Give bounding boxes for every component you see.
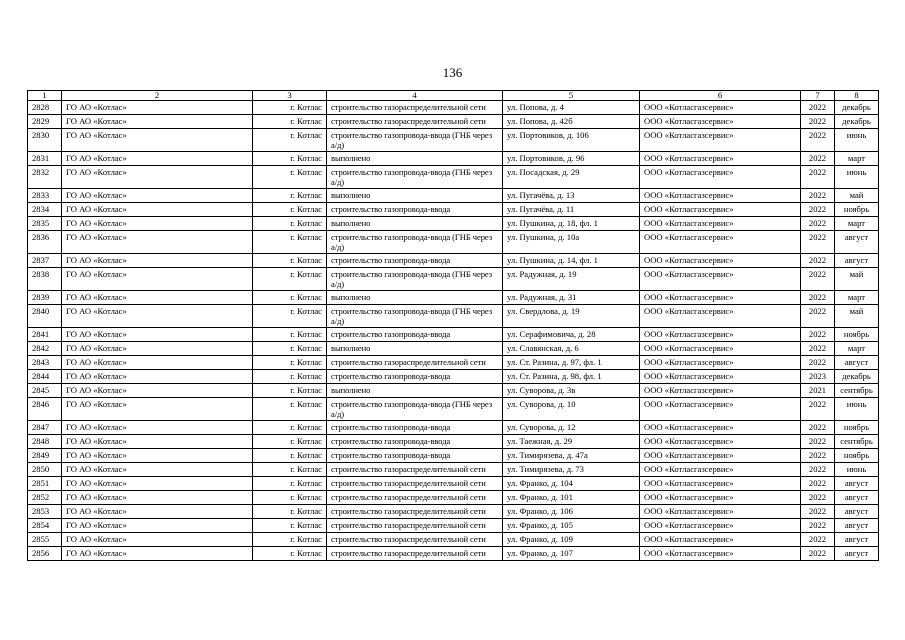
address-cell: ул. Портовиков, д. 96 bbox=[503, 152, 640, 166]
month-cell: сентябрь bbox=[835, 435, 879, 449]
year-cell: 2022 bbox=[801, 505, 835, 519]
city-cell: г. Котлас bbox=[253, 491, 327, 505]
month-cell: декабрь bbox=[835, 101, 879, 115]
row-number-cell: 2855 bbox=[28, 533, 62, 547]
row-number-cell: 2849 bbox=[28, 449, 62, 463]
organization-cell: ГО АО «Котлас» bbox=[62, 477, 253, 491]
city-cell: г. Котлас bbox=[253, 254, 327, 268]
address-cell: ул. Ст. Разина, д. 98, фл. 1 bbox=[503, 370, 640, 384]
address-cell: ул. Ст. Разина, д. 97, фл. 1 bbox=[503, 356, 640, 370]
address-cell: ул. Суворова, д. 10 bbox=[503, 398, 640, 421]
work-type-cell: строительство газопровода-ввода (ГНБ через а/д) bbox=[327, 231, 503, 254]
month-cell: ноябрь bbox=[835, 421, 879, 435]
month-cell: июнь bbox=[835, 398, 879, 421]
contractor-cell: ООО «Котласгазсервис» bbox=[640, 519, 801, 533]
contractor-cell: ООО «Котласгазсервис» bbox=[640, 101, 801, 115]
table-row bbox=[28, 398, 879, 421]
month-cell: август bbox=[835, 356, 879, 370]
table-row bbox=[28, 533, 879, 547]
contractor-cell: ООО «Котласгазсервис» bbox=[640, 203, 801, 217]
address-cell: ул. Тимирязева, д. 73 bbox=[503, 463, 640, 477]
row-number-cell: 2831 bbox=[28, 152, 62, 166]
year-cell: 2022 bbox=[801, 189, 835, 203]
city-cell: г. Котлас bbox=[253, 533, 327, 547]
month-cell: июнь bbox=[835, 166, 879, 189]
organization-cell: ГО АО «Котлас» bbox=[62, 463, 253, 477]
address-cell: ул. Серафимовича, д. 28 bbox=[503, 328, 640, 342]
city-cell: г. Котлас bbox=[253, 463, 327, 477]
contractor-cell: ООО «Котласгазсервис» bbox=[640, 166, 801, 189]
organization-cell: ГО АО «Котлас» bbox=[62, 328, 253, 342]
month-cell: декабрь bbox=[835, 370, 879, 384]
work-type-cell: выполнено bbox=[327, 189, 503, 203]
work-type-cell: строительство газораспределительной сети bbox=[327, 519, 503, 533]
month-cell: сентябрь bbox=[835, 384, 879, 398]
address-cell: ул. Тимирязева, д. 47а bbox=[503, 449, 640, 463]
contractor-cell: ООО «Котласгазсервис» bbox=[640, 533, 801, 547]
work-type-cell: строительство газораспределительной сети bbox=[327, 356, 503, 370]
month-cell: август bbox=[835, 547, 879, 561]
work-type-cell: выполнено bbox=[327, 342, 503, 356]
work-type-cell: строительство газопровода-ввода bbox=[327, 449, 503, 463]
organization-cell: ГО АО «Котлас» bbox=[62, 342, 253, 356]
year-cell: 2022 bbox=[801, 356, 835, 370]
organization-cell: ГО АО «Котлас» bbox=[62, 254, 253, 268]
table-row bbox=[28, 421, 879, 435]
contractor-cell: ООО «Котласгазсервис» bbox=[640, 328, 801, 342]
organization-cell: ГО АО «Котлас» bbox=[62, 101, 253, 115]
city-cell: г. Котлас bbox=[253, 519, 327, 533]
row-number-cell: 2845 bbox=[28, 384, 62, 398]
address-cell: ул. Таежная, д. 29 bbox=[503, 435, 640, 449]
row-number-cell: 2847 bbox=[28, 421, 62, 435]
city-cell: г. Котлас bbox=[253, 547, 327, 561]
contractor-cell: ООО «Котласгазсервис» bbox=[640, 491, 801, 505]
organization-cell: ГО АО «Котлас» bbox=[62, 203, 253, 217]
row-number-cell: 2838 bbox=[28, 268, 62, 291]
address-cell: ул. Попова, д. 42б bbox=[503, 115, 640, 129]
contractor-cell: ООО «Котласгазсервис» bbox=[640, 384, 801, 398]
row-number-cell: 2830 bbox=[28, 129, 62, 152]
city-cell: г. Котлас bbox=[253, 189, 327, 203]
work-type-cell: строительство газораспределительной сети bbox=[327, 477, 503, 491]
city-cell: г. Котлас bbox=[253, 505, 327, 519]
address-cell: ул. Посадская, д. 29 bbox=[503, 166, 640, 189]
year-cell: 2022 bbox=[801, 231, 835, 254]
contractor-cell: ООО «Котласгазсервис» bbox=[640, 152, 801, 166]
month-cell: март bbox=[835, 217, 879, 231]
organization-cell: ГО АО «Котлас» bbox=[62, 115, 253, 129]
city-cell: г. Котлас bbox=[253, 370, 327, 384]
address-cell: ул. Франко, д. 101 bbox=[503, 491, 640, 505]
work-type-cell: строительство газораспределительной сети bbox=[327, 547, 503, 561]
row-number-cell: 2842 bbox=[28, 342, 62, 356]
table-row bbox=[28, 189, 879, 203]
organization-cell: ГО АО «Котлас» bbox=[62, 129, 253, 152]
contractor-cell: ООО «Котласгазсервис» bbox=[640, 189, 801, 203]
table-row bbox=[28, 115, 879, 129]
year-cell: 2022 bbox=[801, 305, 835, 328]
row-number-cell: 2851 bbox=[28, 477, 62, 491]
month-cell: март bbox=[835, 152, 879, 166]
organization-cell: ГО АО «Котлас» bbox=[62, 384, 253, 398]
contractor-cell: ООО «Котласгазсервис» bbox=[640, 370, 801, 384]
work-type-cell: строительство газопровода-ввода bbox=[327, 421, 503, 435]
work-type-cell: строительство газопровода-ввода (ГНБ через а/д) bbox=[327, 129, 503, 152]
organization-cell: ГО АО «Котлас» bbox=[62, 231, 253, 254]
row-number-cell: 2853 bbox=[28, 505, 62, 519]
organization-cell: ГО АО «Котлас» bbox=[62, 291, 253, 305]
table-row bbox=[28, 505, 879, 519]
organization-cell: ГО АО «Котлас» bbox=[62, 166, 253, 189]
month-cell: июнь bbox=[835, 463, 879, 477]
row-number-cell: 2833 bbox=[28, 189, 62, 203]
work-type-cell: строительство газопровода-ввода bbox=[327, 328, 503, 342]
year-cell: 2023 bbox=[801, 370, 835, 384]
address-cell: ул. Франко, д. 107 bbox=[503, 547, 640, 561]
city-cell: г. Котлас bbox=[253, 291, 327, 305]
year-cell: 2022 bbox=[801, 291, 835, 305]
year-cell: 2022 bbox=[801, 101, 835, 115]
row-number-cell: 2828 bbox=[28, 101, 62, 115]
year-cell: 2022 bbox=[801, 328, 835, 342]
address-cell: ул. Суворова, д. 3в bbox=[503, 384, 640, 398]
table-row bbox=[28, 101, 879, 115]
city-cell: г. Котлас bbox=[253, 384, 327, 398]
city-cell: г. Котлас bbox=[253, 231, 327, 254]
work-type-cell: строительство газопровода-ввода (ГНБ через а/д) bbox=[327, 398, 503, 421]
row-number-cell: 2852 bbox=[28, 491, 62, 505]
year-cell: 2022 bbox=[801, 203, 835, 217]
organization-cell: ГО АО «Котлас» bbox=[62, 435, 253, 449]
city-cell: г. Котлас bbox=[253, 217, 327, 231]
year-cell: 2022 bbox=[801, 152, 835, 166]
table-row bbox=[28, 519, 879, 533]
month-cell: ноябрь bbox=[835, 203, 879, 217]
row-number-cell: 2854 bbox=[28, 519, 62, 533]
work-type-cell: строительство газораспределительной сети bbox=[327, 115, 503, 129]
address-cell: ул. Радужная, д. 31 bbox=[503, 291, 640, 305]
address-cell: ул. Франко, д. 106 bbox=[503, 505, 640, 519]
table-row bbox=[28, 384, 879, 398]
organization-cell: ГО АО «Котлас» bbox=[62, 398, 253, 421]
month-cell: март bbox=[835, 291, 879, 305]
row-number-cell: 2843 bbox=[28, 356, 62, 370]
work-type-cell: выполнено bbox=[327, 152, 503, 166]
address-cell: ул. Суворова, д. 12 bbox=[503, 421, 640, 435]
table-row bbox=[28, 449, 879, 463]
column-number-row bbox=[28, 91, 879, 101]
work-type-cell: строительство газопровода-ввода bbox=[327, 435, 503, 449]
organization-cell: ГО АО «Котлас» bbox=[62, 519, 253, 533]
month-cell: май bbox=[835, 305, 879, 328]
table-row bbox=[28, 356, 879, 370]
city-cell: г. Котлас bbox=[253, 166, 327, 189]
organization-cell: ГО АО «Котлас» bbox=[62, 449, 253, 463]
year-cell: 2022 bbox=[801, 129, 835, 152]
page-number: 136 bbox=[442, 65, 463, 80]
work-type-cell: строительство газопровода-ввода (ГНБ через а/д) bbox=[327, 166, 503, 189]
table-row bbox=[28, 370, 879, 384]
row-number-cell: 2844 bbox=[28, 370, 62, 384]
city-cell: г. Котлас bbox=[253, 421, 327, 435]
organization-cell: ГО АО «Котлас» bbox=[62, 533, 253, 547]
work-type-cell: строительство газораспределительной сети bbox=[327, 505, 503, 519]
address-cell: ул. Радужная, д. 19 bbox=[503, 268, 640, 291]
month-cell: август bbox=[835, 505, 879, 519]
table-row bbox=[28, 129, 879, 152]
table-row bbox=[28, 342, 879, 356]
table-row bbox=[28, 268, 879, 291]
column-header: 7 bbox=[801, 91, 835, 101]
month-cell: ноябрь bbox=[835, 449, 879, 463]
city-cell: г. Котлас bbox=[253, 129, 327, 152]
contractor-cell: ООО «Котласгазсервис» bbox=[640, 291, 801, 305]
year-cell: 2022 bbox=[801, 254, 835, 268]
address-cell: ул. Франко, д. 104 bbox=[503, 477, 640, 491]
year-cell: 2022 bbox=[801, 435, 835, 449]
year-cell: 2022 bbox=[801, 166, 835, 189]
column-header: 2 bbox=[62, 91, 253, 101]
column-header: 8 bbox=[835, 91, 879, 101]
contractor-cell: ООО «Котласгазсервис» bbox=[640, 217, 801, 231]
organization-cell: ГО АО «Котлас» bbox=[62, 268, 253, 291]
row-number-cell: 2846 bbox=[28, 398, 62, 421]
work-type-cell: строительство газораспределительной сети bbox=[327, 463, 503, 477]
contractor-cell: ООО «Котласгазсервис» bbox=[640, 421, 801, 435]
contractor-cell: ООО «Котласгазсервис» bbox=[640, 435, 801, 449]
work-type-cell: выполнено bbox=[327, 291, 503, 305]
work-type-cell: выполнено bbox=[327, 217, 503, 231]
city-cell: г. Котлас bbox=[253, 477, 327, 491]
year-cell: 2022 bbox=[801, 421, 835, 435]
year-cell: 2022 bbox=[801, 268, 835, 291]
work-type-cell: выполнено bbox=[327, 384, 503, 398]
address-cell: ул. Свердлова, д. 19 bbox=[503, 305, 640, 328]
column-header: 4 bbox=[327, 91, 503, 101]
month-cell: май bbox=[835, 189, 879, 203]
contractor-cell: ООО «Котласгазсервис» bbox=[640, 463, 801, 477]
organization-cell: ГО АО «Котлас» bbox=[62, 547, 253, 561]
year-cell: 2022 bbox=[801, 547, 835, 561]
table-row bbox=[28, 463, 879, 477]
contractor-cell: ООО «Котласгазсервис» bbox=[640, 477, 801, 491]
row-number-cell: 2850 bbox=[28, 463, 62, 477]
address-cell: ул. Франко, д. 105 bbox=[503, 519, 640, 533]
year-cell: 2022 bbox=[801, 342, 835, 356]
organization-cell: ГО АО «Котлас» bbox=[62, 491, 253, 505]
row-number-cell: 2834 bbox=[28, 203, 62, 217]
contractor-cell: ООО «Котласгазсервис» bbox=[640, 268, 801, 291]
address-cell: ул. Пушкина, д. 10а bbox=[503, 231, 640, 254]
city-cell: г. Котлас bbox=[253, 342, 327, 356]
year-cell: 2022 bbox=[801, 491, 835, 505]
contractor-cell: ООО «Котласгазсервис» bbox=[640, 305, 801, 328]
work-type-cell: строительство газораспределительной сети bbox=[327, 533, 503, 547]
month-cell: август bbox=[835, 254, 879, 268]
organization-cell: ГО АО «Котлас» bbox=[62, 505, 253, 519]
month-cell: ноябрь bbox=[835, 328, 879, 342]
city-cell: г. Котлас bbox=[253, 328, 327, 342]
address-cell: ул. Портовиков, д. 106 bbox=[503, 129, 640, 152]
row-number-cell: 2856 bbox=[28, 547, 62, 561]
organization-cell: ГО АО «Котлас» bbox=[62, 189, 253, 203]
table-row bbox=[28, 547, 879, 561]
year-cell: 2021 bbox=[801, 384, 835, 398]
year-cell: 2022 bbox=[801, 217, 835, 231]
work-type-cell: строительство газопровода-ввода bbox=[327, 370, 503, 384]
contractor-cell: ООО «Котласгазсервис» bbox=[640, 129, 801, 152]
year-cell: 2022 bbox=[801, 398, 835, 421]
city-cell: г. Котлас bbox=[253, 449, 327, 463]
contractor-cell: ООО «Котласгазсервис» bbox=[640, 505, 801, 519]
month-cell: август bbox=[835, 491, 879, 505]
organization-cell: ГО АО «Котлас» bbox=[62, 370, 253, 384]
address-cell: ул. Попова, д. 4 bbox=[503, 101, 640, 115]
city-cell: г. Котлас bbox=[253, 115, 327, 129]
organization-cell: ГО АО «Котлас» bbox=[62, 217, 253, 231]
city-cell: г. Котлас bbox=[253, 435, 327, 449]
table-row bbox=[28, 305, 879, 328]
year-cell: 2022 bbox=[801, 519, 835, 533]
city-cell: г. Котлас bbox=[253, 356, 327, 370]
contractor-cell: ООО «Котласгазсервис» bbox=[640, 254, 801, 268]
work-type-cell: строительство газораспределительной сети bbox=[327, 101, 503, 115]
address-cell: ул. Пушкина, д. 18, фл. 1 bbox=[503, 217, 640, 231]
month-cell: май bbox=[835, 268, 879, 291]
table-row bbox=[28, 166, 879, 189]
organization-cell: ГО АО «Котлас» bbox=[62, 152, 253, 166]
address-cell: ул. Славянская, д. 6 bbox=[503, 342, 640, 356]
month-cell: июнь bbox=[835, 129, 879, 152]
address-cell: ул. Пушкина, д. 14, фл. 1 bbox=[503, 254, 640, 268]
contractor-cell: ООО «Котласгазсервис» bbox=[640, 398, 801, 421]
table-row bbox=[28, 291, 879, 305]
year-cell: 2022 bbox=[801, 477, 835, 491]
table-row bbox=[28, 152, 879, 166]
month-cell: август bbox=[835, 477, 879, 491]
contractor-cell: ООО «Котласгазсервис» bbox=[640, 115, 801, 129]
city-cell: г. Котлас bbox=[253, 152, 327, 166]
year-cell: 2022 bbox=[801, 533, 835, 547]
city-cell: г. Котлас bbox=[253, 203, 327, 217]
row-number-cell: 2837 bbox=[28, 254, 62, 268]
contractor-cell: ООО «Котласгазсервис» bbox=[640, 547, 801, 561]
column-header: 1 bbox=[28, 91, 62, 101]
column-header: 3 bbox=[253, 91, 327, 101]
city-cell: г. Котлас bbox=[253, 268, 327, 291]
row-number-cell: 2840 bbox=[28, 305, 62, 328]
contractor-cell: ООО «Котласгазсервис» bbox=[640, 356, 801, 370]
work-type-cell: строительство газопровода-ввода (ГНБ через а/д) bbox=[327, 305, 503, 328]
city-cell: г. Котлас bbox=[253, 101, 327, 115]
row-number-cell: 2839 bbox=[28, 291, 62, 305]
table-row bbox=[28, 203, 879, 217]
city-cell: г. Котлас bbox=[253, 398, 327, 421]
month-cell: август bbox=[835, 533, 879, 547]
column-header: 6 bbox=[640, 91, 801, 101]
row-number-cell: 2836 bbox=[28, 231, 62, 254]
row-number-cell: 2829 bbox=[28, 115, 62, 129]
row-number-cell: 2832 bbox=[28, 166, 62, 189]
table-row bbox=[28, 231, 879, 254]
month-cell: август bbox=[835, 231, 879, 254]
month-cell: март bbox=[835, 342, 879, 356]
month-cell: декабрь bbox=[835, 115, 879, 129]
table-row bbox=[28, 217, 879, 231]
contractor-cell: ООО «Котласгазсервис» bbox=[640, 342, 801, 356]
register-table bbox=[27, 90, 879, 561]
month-cell: август bbox=[835, 519, 879, 533]
table-row bbox=[28, 254, 879, 268]
organization-cell: ГО АО «Котлас» bbox=[62, 305, 253, 328]
row-number-cell: 2841 bbox=[28, 328, 62, 342]
year-cell: 2022 bbox=[801, 463, 835, 477]
work-type-cell: строительство газопровода-ввода bbox=[327, 254, 503, 268]
organization-cell: ГО АО «Котлас» bbox=[62, 356, 253, 370]
work-type-cell: строительство газопровода-ввода (ГНБ через а/д) bbox=[327, 268, 503, 291]
year-cell: 2022 bbox=[801, 115, 835, 129]
organization-cell: ГО АО «Котлас» bbox=[62, 421, 253, 435]
work-type-cell: строительство газопровода-ввода bbox=[327, 203, 503, 217]
table-row bbox=[28, 491, 879, 505]
year-cell: 2022 bbox=[801, 449, 835, 463]
contractor-cell: ООО «Котласгазсервис» bbox=[640, 231, 801, 254]
row-number-cell: 2848 bbox=[28, 435, 62, 449]
address-cell: ул. Франко, д. 109 bbox=[503, 533, 640, 547]
address-cell: ул. Пугачёва, д. 13 bbox=[503, 189, 640, 203]
table-row bbox=[28, 435, 879, 449]
address-cell: ул. Пугачёва, д. 11 bbox=[503, 203, 640, 217]
city-cell: г. Котлас bbox=[253, 305, 327, 328]
table-row bbox=[28, 328, 879, 342]
table-row bbox=[28, 477, 879, 491]
contractor-cell: ООО «Котласгазсервис» bbox=[640, 449, 801, 463]
column-header: 5 bbox=[503, 91, 640, 101]
work-type-cell: строительство газораспределительной сети bbox=[327, 491, 503, 505]
row-number-cell: 2835 bbox=[28, 217, 62, 231]
